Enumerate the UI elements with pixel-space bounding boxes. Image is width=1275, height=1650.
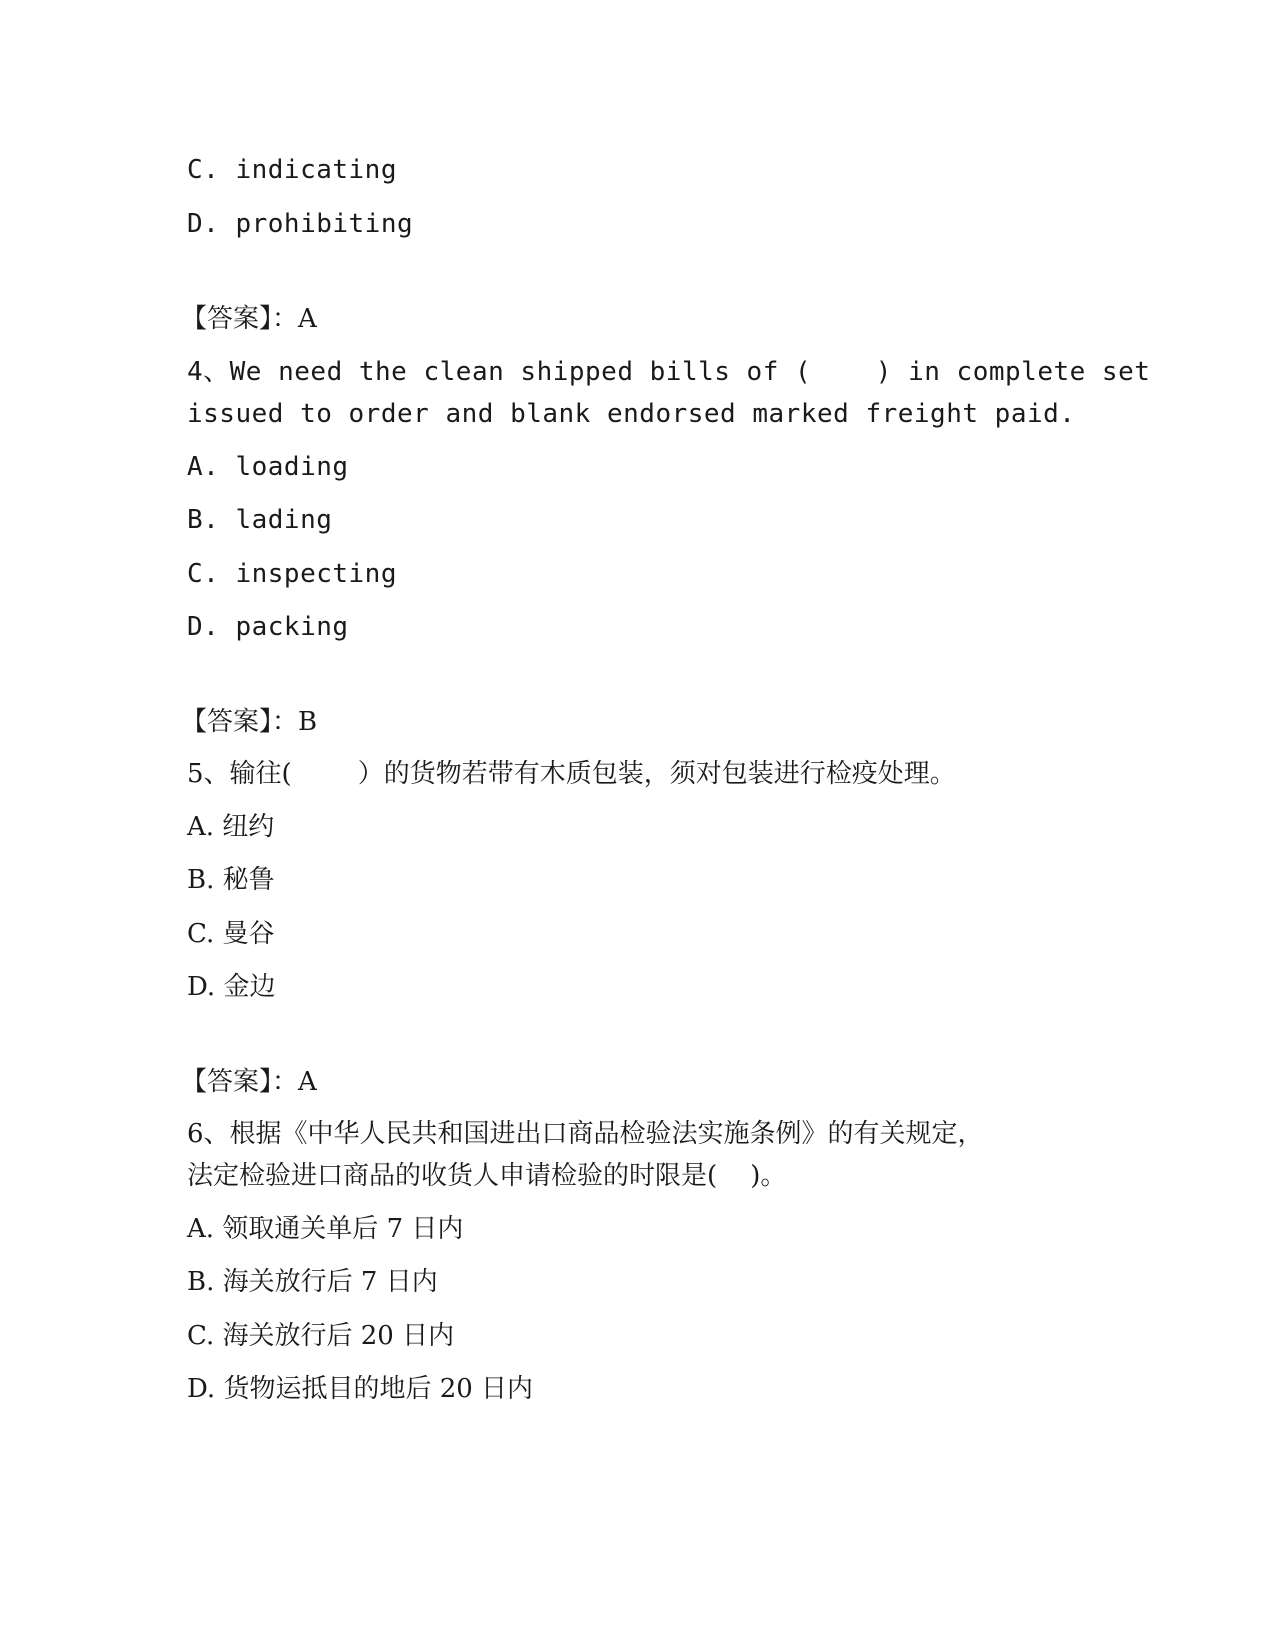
q6-text-line1: 6、根据《中华人民共和国进出口商品检验法实施条例》的有关规定， <box>187 1119 984 1149</box>
q6-text-line2: 法定检验进口商品的收货人申请检验的时限是( )。 <box>187 1161 787 1191</box>
q6-option-b: B. 海关放行后 7 日内 <box>187 1267 438 1297</box>
q4-option-c: C. inspecting <box>187 559 397 589</box>
q3-option-c: C. indicating <box>187 155 397 185</box>
q4-option-a: A. loading <box>187 452 349 482</box>
q4-option-d: D. packing <box>187 612 349 642</box>
q5-option-a: A. 纽约 <box>187 812 275 842</box>
q3-answer: 【答案】：A <box>181 304 317 334</box>
q5-answer: 【答案】：A <box>181 1067 317 1097</box>
q4-text-line1: 4、We need the clean shipped bills of ( ) in complete set <box>187 357 1151 387</box>
q6-option-c: C. 海关放行后 20 日内 <box>187 1321 455 1351</box>
q5-option-d: D. 金边 <box>187 972 276 1002</box>
q3-option-d: D. prohibiting <box>187 209 414 239</box>
q4-text-line2: issued to order and blank endorsed marked freight paid. <box>187 399 1076 429</box>
q5-option-c: C. 曼谷 <box>187 919 275 949</box>
q6-option-d: D. 货物运抵目的地后 20 日内 <box>187 1374 534 1404</box>
q6-option-a: A. 领取通关单后 7 日内 <box>187 1214 464 1244</box>
q4-answer: 【答案】：B <box>181 707 318 737</box>
q5-text: 5、输往( ）的货物若带有木质包装，须对包装进行检疫处理。 <box>187 759 956 789</box>
q4-option-b: B. lading <box>187 505 333 535</box>
q5-option-b: B. 秘鲁 <box>187 865 275 895</box>
